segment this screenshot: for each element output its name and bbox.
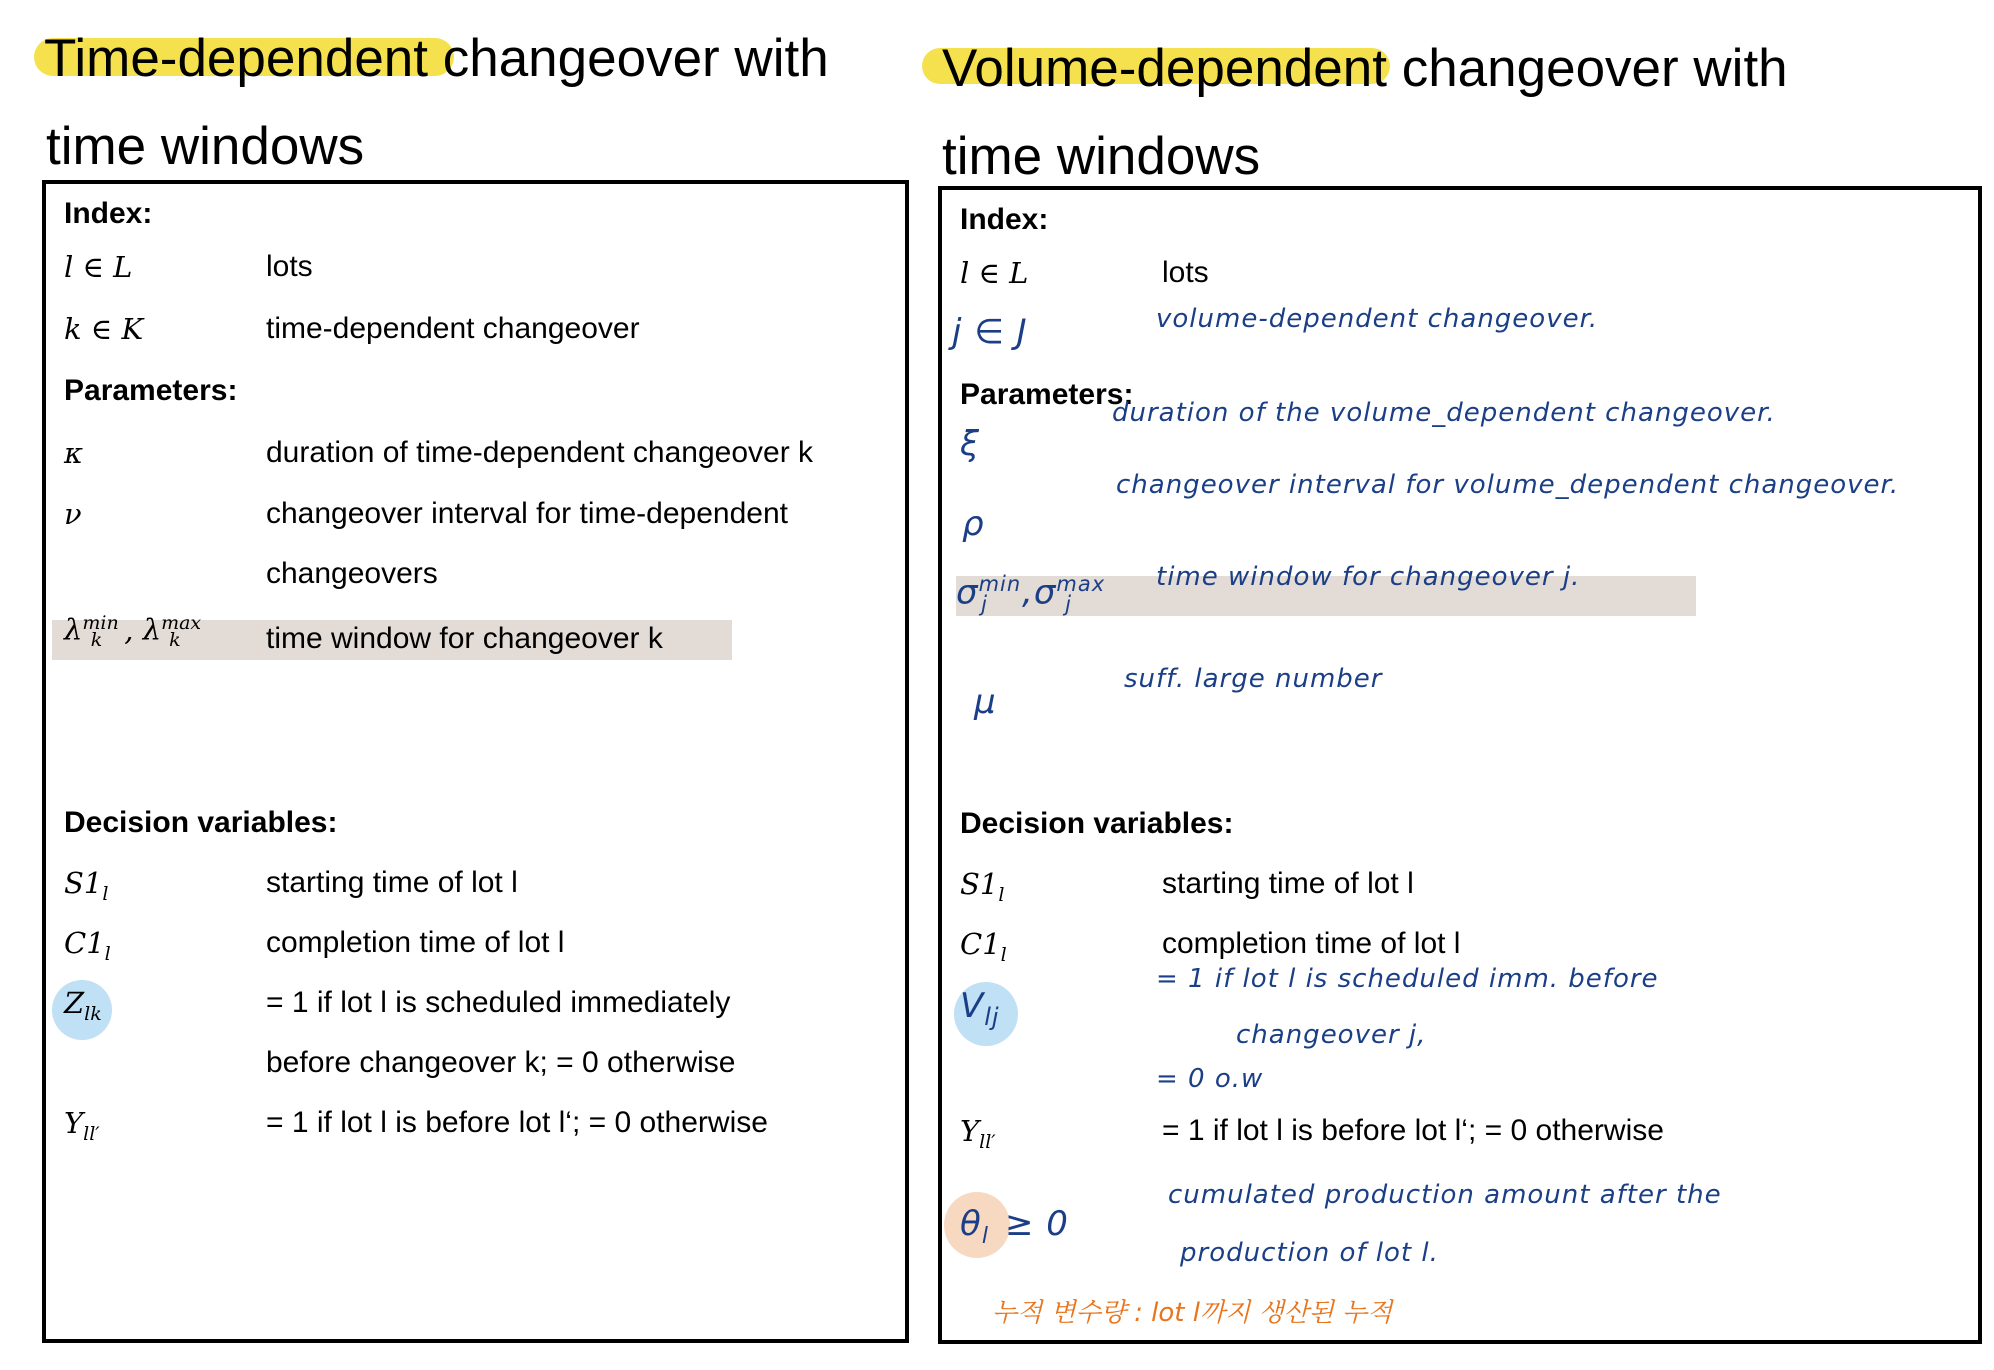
left-dv-y-symbol: $Y_{ll'}$: [64, 1106, 100, 1145]
left-index-l-desc: lots: [266, 250, 313, 283]
left-param-nu-desc-cont: changeovers: [266, 557, 438, 590]
left-title-rest: changeover with: [428, 29, 829, 88]
left-title-line2: time windows: [46, 117, 365, 176]
left-dv-s1-desc: starting time of lot l: [266, 866, 518, 899]
right-param-mu-symbol: μ: [974, 682, 997, 722]
right-param-rho-desc: changeover interval for volume_dependent changeover.: [1116, 470, 1900, 500]
right-dv-theta-line1: cumulated production amount after the: [1168, 1180, 1722, 1210]
right-param-mu-desc: suff. large number: [1124, 664, 1383, 694]
right-dv-y-desc: = 1 if lot l is before lot l‘; = 0 otherwise: [1162, 1114, 1664, 1147]
right-param-sigma-symbol: $\sigma^{min}_j$ $,\sigma^{max}_j$: [956, 572, 1106, 617]
right-param-sigma-desc: time window for changeover j.: [1156, 562, 1581, 592]
right-dv-v-line2: changeover j,: [1236, 1020, 1427, 1050]
right-param-xi-symbol: ξ: [960, 424, 980, 464]
left-param-nu-desc: changeover interval for time-dependent: [266, 497, 788, 530]
right-index-j-desc: volume-dependent changeover.: [1156, 304, 1599, 334]
right-decision-heading: Decision variables:: [960, 807, 1234, 840]
left-index-k-symbol: k ∈ K: [64, 312, 144, 346]
left-index-l-symbol: l ∈ L: [64, 250, 133, 284]
right-index-l-symbol: l ∈ L: [960, 256, 1029, 290]
left-dv-y-desc: = 1 if lot l is before lot l‘; = 0 otherwise: [266, 1106, 768, 1139]
left-param-lambda-symbol: $\lambda^{min}_k$ , $\lambda^{max}_k$: [64, 612, 202, 652]
left-dv-c1-desc: completion time of lot l: [266, 926, 565, 959]
right-dv-theta-line2: production of lot l.: [1180, 1238, 1439, 1268]
right-dv-v-line3: = 0 o.w: [1156, 1064, 1264, 1094]
left-dv-z-symbol: $Z_{lk}$: [64, 986, 102, 1025]
left-dv-c1-symbol: $C1_l$: [64, 926, 111, 965]
left-index-heading: Index:: [64, 197, 153, 230]
right-index-heading: Index:: [960, 203, 1049, 236]
left-title: [44, 30, 829, 88]
left-param-lambda-desc: time window for changeover k: [266, 622, 663, 655]
left-title-highlighted: Time-dependent: [44, 29, 428, 88]
right-dv-c1-symbol: $C1_l$: [960, 927, 1007, 966]
left-parameters-heading: Parameters:: [64, 374, 238, 407]
left-param-nu-symbol: ν: [64, 497, 82, 531]
right-dv-v-symbol: $V_{lj}$: [960, 986, 1000, 1031]
left-param-kappa-symbol: κ: [64, 436, 84, 470]
right-param-rho-symbol: ρ: [962, 504, 985, 544]
left-dv-z-desc: = 1 if lot l is scheduled immediately: [266, 986, 731, 1019]
right-parameters-heading: Parameters:: [960, 378, 1134, 411]
right-dv-c1-desc: completion time of lot l: [1162, 927, 1461, 960]
right-title-rest: t changeover with: [1372, 39, 1788, 98]
left-param-kappa-desc: duration of time-dependent changeover k: [266, 436, 814, 469]
right-index-l-desc: lots: [1162, 256, 1209, 289]
right-title-line2: time windows: [942, 127, 1261, 186]
right-dv-s1-symbol: $S1_l$: [960, 867, 1005, 906]
right-dv-v-line1: = 1 if lot l is scheduled imm. before: [1156, 964, 1659, 994]
right-korean-note: 누적 변수량 : lot l까지 생산된 누적: [992, 1298, 1393, 1328]
left-index-k-desc: time-dependent changeover: [266, 312, 640, 345]
left-definitions-box: [42, 180, 909, 1343]
right-definitions-box: [938, 186, 1982, 1344]
left-decision-heading: Decision variables:: [64, 806, 338, 839]
right-param-xi-desc: duration of the volume_dependent changeover.: [1112, 398, 1776, 428]
right-dv-theta-symbol: $\theta_l \ge 0$: [960, 1204, 1069, 1249]
right-title: [942, 40, 1788, 98]
right-dv-y-symbol: $Y_{ll'}$: [960, 1114, 996, 1153]
left-dv-s1-symbol: $S1_l$: [64, 866, 109, 905]
right-title-highlighted: Volume-dependen: [942, 39, 1373, 98]
right-index-j-symbol: j ∈ J: [952, 312, 1028, 352]
left-dv-z-desc-cont: before changeover k; = 0 otherwise: [266, 1046, 736, 1079]
right-dv-s1-desc: starting time of lot l: [1162, 867, 1414, 900]
